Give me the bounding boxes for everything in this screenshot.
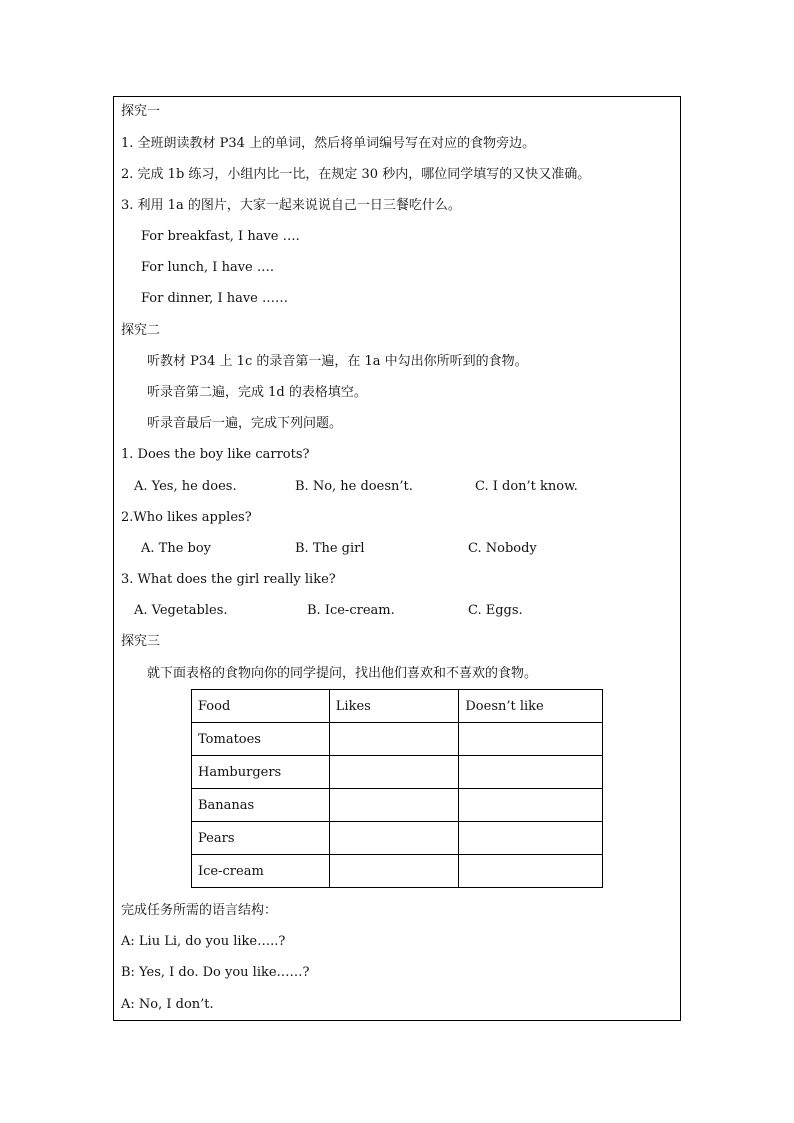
food-cell: Ice-cream <box>192 855 330 888</box>
doesnt-like-cell <box>459 756 603 789</box>
header-food: Food <box>192 690 330 723</box>
question-1-option-a: A. Yes, he does. <box>134 479 237 494</box>
language-structure-title: 完成任务所需的语言结构： <box>121 903 278 918</box>
likes-cell <box>329 723 459 756</box>
question-2-option-a: A. The boy <box>141 541 212 556</box>
question-2: 2.Who likes apples? <box>121 510 252 525</box>
section3-heading: 探究三 <box>121 634 161 649</box>
section1-item-3: 3. 利用 1a 的图片，大家一起来说说自己一日三餐吃什么。 <box>121 198 461 213</box>
table-row <box>192 756 603 789</box>
question-2-option-c: C. Nobody <box>468 541 537 556</box>
food-cell: Tomatoes <box>192 723 330 756</box>
lunch-sentence: For lunch, I have …. <box>141 260 274 275</box>
likes-cell <box>329 855 459 888</box>
table-header-row <box>192 690 603 723</box>
food-cell: Bananas <box>192 789 330 822</box>
question-1-option-b: B. No, he doesn’t. <box>295 479 413 494</box>
dialogue-line-2: B: Yes, I do. Do you like……? <box>121 965 310 980</box>
question-2-option-b: B. The girl <box>295 541 365 556</box>
question-1: 1. Does the boy like carrots? <box>121 447 310 462</box>
question-3-option-b: B. Ice-cream. <box>307 603 395 618</box>
breakfast-sentence: For breakfast, I have …. <box>141 229 300 244</box>
dialogue-line-3: A: No, I don’t. <box>121 997 214 1012</box>
food-cell: Pears <box>192 822 330 855</box>
section1-item-1: 1. 全班朗读教材 P34 上的单词，然后将单词编号写在对应的食物旁边。 <box>121 136 536 151</box>
question-3: 3. What does the girl really like? <box>121 572 336 587</box>
likes-cell <box>329 789 459 822</box>
doesnt-like-cell <box>459 855 603 888</box>
section1-item-2: 2. 完成 1b 练习，小组内比一比，在规定 30 秒内，哪位同学填写的又快又准确。 <box>121 167 591 182</box>
survey-instruction: 就下面表格的食物向你的同学提问，找出他们喜欢和不喜欢的食物。 <box>147 666 538 681</box>
food-preference-table <box>191 689 603 888</box>
question-1-option-c: C. I don’t know. <box>475 479 578 494</box>
table-row <box>192 822 603 855</box>
section1-heading: 探究一 <box>121 104 161 119</box>
question-3-option-c: C. Eggs. <box>468 603 523 618</box>
dialogue-line-1: A: Liu Li, do you like…..? <box>121 934 286 949</box>
table-row <box>192 789 603 822</box>
likes-cell <box>329 822 459 855</box>
doesnt-like-cell <box>459 789 603 822</box>
doesnt-like-cell <box>459 723 603 756</box>
header-likes: Likes <box>329 690 459 723</box>
listening-step-1: 听教材 P34 上 1c 的录音第一遍，在 1a 中勾出你所听到的食物。 <box>147 354 528 369</box>
listening-step-2: 听录音第二遍，完成 1d 的表格填空。 <box>147 385 367 400</box>
food-cell: Hamburgers <box>192 756 330 789</box>
question-3-option-a: A. Vegetables. <box>134 603 228 618</box>
table-row <box>192 855 603 888</box>
doesnt-like-cell <box>459 822 603 855</box>
listening-step-3: 听录音最后一遍，完成下列问题。 <box>147 416 343 431</box>
section2-heading: 探究二 <box>121 323 161 338</box>
likes-cell <box>329 756 459 789</box>
header-doesnt-like: Doesn’t like <box>459 690 603 723</box>
table-row <box>192 723 603 756</box>
dinner-sentence: For dinner, I have …… <box>141 291 289 306</box>
